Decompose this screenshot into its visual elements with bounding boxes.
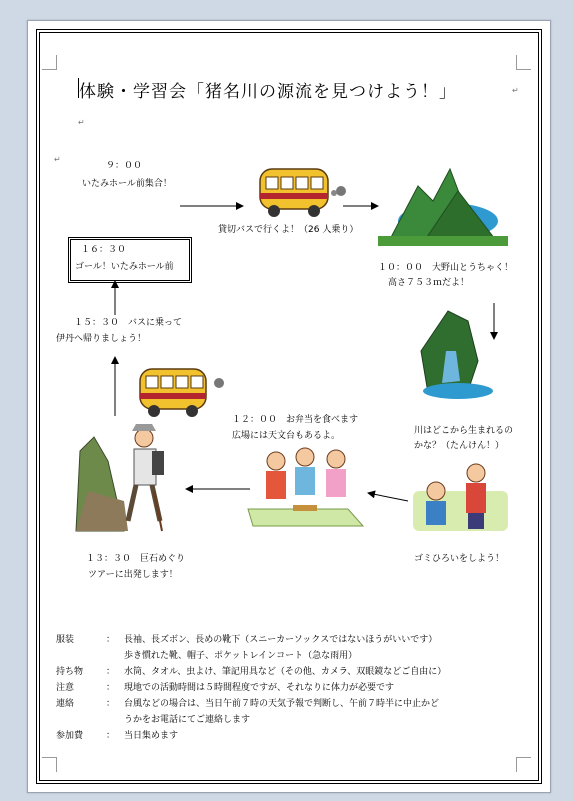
goal-box [68, 237, 192, 283]
waterfall-illustration [421, 311, 493, 399]
note-label: 注意 [56, 683, 75, 693]
items-label: 持ち物 [56, 667, 84, 677]
step-mountain-height: 高さ７５３ｍだよ！ [388, 278, 470, 288]
colon: ： [106, 683, 116, 693]
step-return-text-2: 伊丹へ帰りましょう！ [56, 334, 147, 344]
contact-label: 連絡 [56, 699, 75, 709]
step-lunch-text-1: １２：００ お弁当を食べます [232, 415, 359, 425]
paragraph-mark: ↵ [512, 86, 519, 95]
goal-time: １６：３０ [81, 245, 127, 255]
kids-cleaning-illustration [413, 464, 508, 531]
clothes-label: 服装 [56, 635, 75, 645]
colon: ： [106, 635, 116, 645]
fee-label: 参加費 [56, 731, 84, 741]
colon: ： [106, 667, 116, 677]
page-title[interactable]: 体験・学習会「猪名川の源流を見つけよう！」 [79, 82, 457, 102]
colon: ： [106, 731, 116, 741]
step-rock-tour-text-2: ツアーに出発します！ [88, 570, 178, 580]
step-river-text-1: 川はどこから生まれるの [414, 426, 514, 436]
hiker-illustration [76, 424, 164, 531]
step-lunch-text-2: 広場には天文台もあるよ。 [232, 431, 341, 441]
step-start-time: ９：００ [106, 161, 143, 171]
step-start-text: いたみホール前集合！ [82, 179, 172, 189]
step-cleanup-text: ゴミひろいをしよう！ [414, 554, 505, 564]
goal-text: ゴール！いたみホール前 [75, 262, 174, 272]
step-return-text-1: １５：３０ バスに乗って [74, 318, 183, 328]
arrow-left-1 [368, 493, 408, 501]
contact-line-1: 台風などの場合は、当日午前７時の天気予報で判断し、午前７時半に中止かど [124, 699, 440, 709]
step-bus-text: 貸切バスで行くよ！（26 人乗り） [218, 225, 359, 235]
paragraph-mark: ↵ [54, 155, 61, 164]
note-line-1: 現地での活動時間は５時間程度ですが、それなりに体力が必要です [124, 683, 395, 693]
items-line-1: 水筒、タオル、虫よけ、筆記用具など（その他、カメラ、双眼鏡などご自由に） [124, 667, 447, 677]
clothes-line-2: 歩き慣れた靴、帽子、ポケットレインコート（急な雨用） [124, 651, 358, 661]
fee-line-1: 当日集めます [124, 731, 179, 741]
contact-line-2: うかをお電話にてご連絡します [124, 715, 251, 725]
paragraph-mark: ↵ [78, 118, 85, 127]
mountain-illustration [378, 169, 508, 246]
step-rock-tour-text-1: １３：３０ 巨石めぐり [86, 554, 186, 564]
step-mountain-text: １０：００ 大野山とうちゃく！ [378, 263, 514, 273]
step-river-text-2: かな？（たんけん！） [414, 441, 505, 451]
document-page [27, 20, 551, 793]
clothes-line-1: 長袖、長ズボン、長めの靴下（スニーカーソックスではないほうがいいです） [124, 635, 438, 645]
colon: ： [106, 699, 116, 709]
picnic-illustration [248, 448, 363, 526]
bus-illustration-2 [140, 369, 224, 417]
bus-illustration-1 [260, 169, 346, 217]
